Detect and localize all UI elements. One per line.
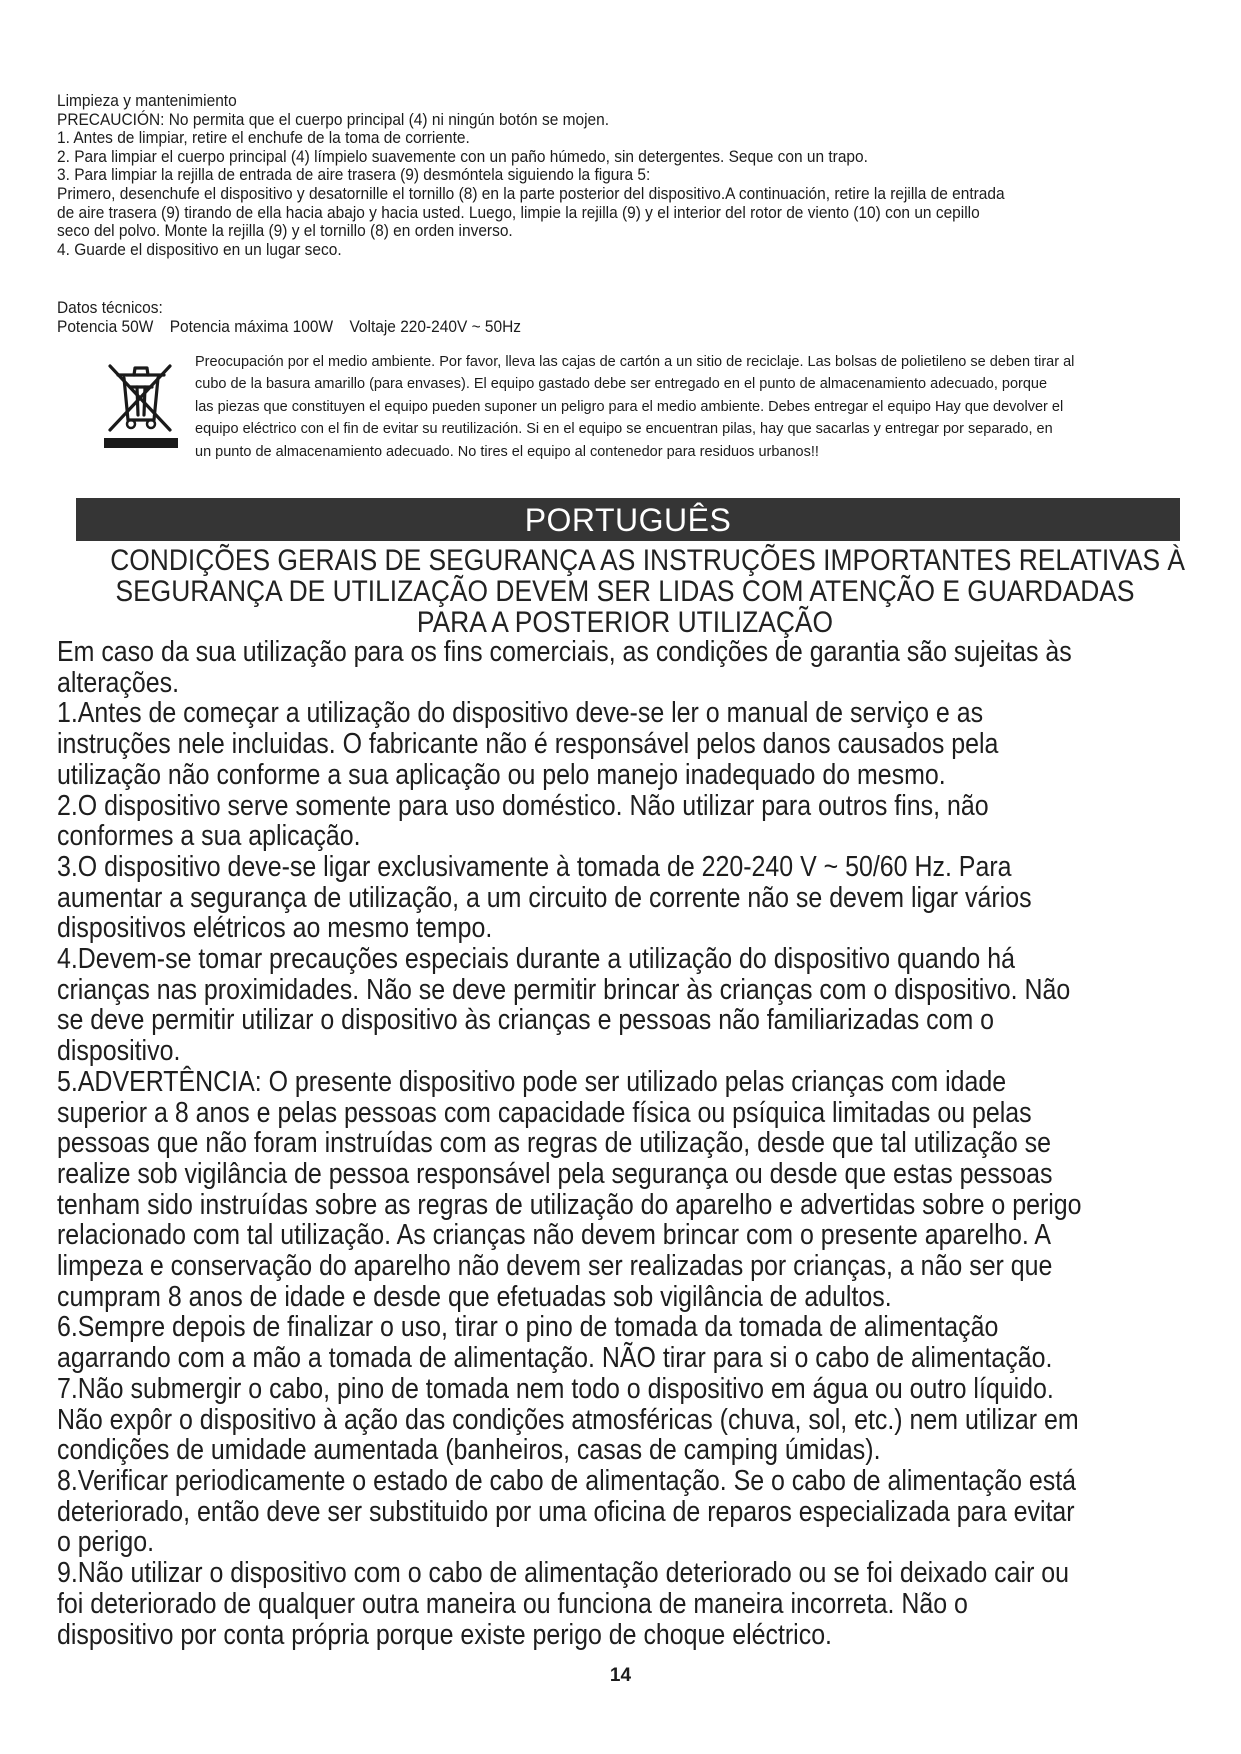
tech-data-values	[57, 317, 876, 336]
body-line: dispositivos elétricos ao mesmo tempo.	[57, 912, 493, 945]
body-line: agarrando com a mão a tomada de alimentação. NÃO tirar para si o cabo de alimentação.	[57, 1342, 1053, 1375]
cleaning-line: PRECAUCIÓN: No permita que el cuerpo principal (4) ni ningún botón se mojen.	[57, 109, 610, 129]
body-line: se deve permitir utilizar o dispositivo às crianças e pessoas não familiarizadas com o	[57, 1004, 995, 1037]
tech-data-title: Datos técnicos:	[57, 298, 163, 317]
cleaning-title: Limpieza y mantenimiento	[57, 91, 237, 110]
heading-line: SEGURANÇA DE UTILIZAÇÃO DEVEM SER LIDAS COM ATENÇÃO E GUARDADAS	[115, 575, 1135, 608]
body-line: deteriorado, então deve ser substituido por uma oficina de reparos especializada para evitar	[57, 1495, 1075, 1528]
spanish-cleaning-section	[57, 92, 1187, 259]
body-line: Não expôr o dispositivo à ação das condições atmosféricas (chuva, sol, etc.) nem utilizar em	[57, 1403, 1079, 1436]
body-line: instruções nele incluidas. O fabricante não é responsável pelos danos causados pela	[57, 728, 999, 761]
cleaning-line: 2. Para limpiar el cuerpo principal (4) límpielo suavemente con un paño húmedo, sin detergentes. Seque con un trapo.	[57, 146, 868, 166]
heading-line: CONDIÇÕES GERAIS DE SEGURANÇA AS INSTRUÇÕES IMPORTANTES RELATIVAS À	[110, 544, 1185, 577]
body-line: pessoas que não foram instruídas com as regras de utilização, desde que tal utilização se	[57, 1127, 1052, 1160]
body-line: tenham sido instruídas sobre as regras de utilização do aparelho e advertidas sobre o perigo	[57, 1188, 1082, 1221]
cleaning-line: 3. Para limpiar la rejilla de entrada de aire trasera (9) desmóntela siguiendo la figura 5:	[57, 165, 651, 185]
body-line: relacionado com tal utilização. As crianças não devem brincar com o presente aparelho. A	[57, 1219, 1051, 1252]
safety-instructions	[57, 637, 1207, 1650]
environment-line: un punto de almacenamiento adecuado. No tires el equipo al contenedor para residuos urbanos!!	[195, 443, 819, 460]
body-line: utilização não conforme a sua aplicação ou pelo manejo inadequado do mesmo.	[57, 758, 946, 791]
heading-line: PARA A POSTERIOR UTILIZAÇÃO	[416, 606, 834, 639]
body-line: crianças nas proximidades. Não se deve permitir brincar às crianças com o dispositivo. Não	[57, 973, 1071, 1006]
environment-line: equipo eléctrico con el fin de evitar su reutilización. Si en el equipo se encuentran pilas, hay que sacarlas y entregar por separado, en	[195, 421, 1053, 438]
body-line: dispositivo por conta própria porque existe perigo de choque eléctrico.	[57, 1618, 832, 1651]
body-line: 6.Sempre depois de finalizar o uso, tirar o pino de tomada da tomada de alimentação	[57, 1311, 999, 1344]
language-title: PORTUGUÊS	[524, 502, 732, 538]
body-line: 8.Verificar periodicamente o estado de cabo de alimentação. Se o cabo de alimentação está	[57, 1464, 1077, 1497]
body-line: superior a 8 anos e pelas pessoas com capacidade física ou psíquica limitadas ou pelas	[57, 1096, 1032, 1129]
page-number: 14	[609, 1665, 632, 1686]
body-line: o perigo.	[57, 1526, 155, 1559]
body-line: aumentar a segurança de utilização, a um circuito de corrente não se devem ligar vários	[57, 881, 1032, 914]
body-line: 1.Antes de começar a utilização do dispositivo deve-se ler o manual de serviço e as	[57, 697, 984, 730]
body-line: dispositivo.	[57, 1035, 181, 1068]
body-line: cumpram 8 anos de idade e desde que efetuadas sob vigilância de adultos.	[57, 1280, 892, 1313]
environment-line: Preocupación por el medio ambiente. Por favor, lleva las cajas de cartón a un sitio de reciclaje. Las bolsas de polietileno se deben tirar al	[195, 354, 1075, 370]
body-line: 3.O dispositivo deve-se ligar exclusivamente à tomada de 220-240 V ~ 50/60 Hz. Para	[57, 850, 1012, 883]
body-line: 4.Devem-se tomar precauções especiais durante a utilização do dispositivo quando há	[57, 943, 1015, 976]
body-line: alterações.	[57, 666, 179, 699]
body-line: Em caso da sua utilização para os fins comerciais, as condições de garantia são sujeitas às	[57, 636, 1072, 668]
weee-crossed-bin-icon	[104, 360, 178, 450]
voltage-value: Voltaje 220-240V ~ 50Hz	[349, 317, 522, 336]
environment-line: las piezas que constituyen el equipo pueden suponer un peligro para el medio ambiente. Debes entregar el equipo Hay que devolver el	[195, 398, 1064, 415]
language-section-bar	[76, 498, 1180, 541]
cleaning-line: de aire trasera (9) tirando de ella hacia abajo y hacia usted. Luego, limpie la rejilla (9) y el interior del rotor de viento (10) con un cepillo	[57, 202, 980, 222]
body-line: 2.O dispositivo serve somente para uso doméstico. Não utilizar para outros fins, não	[57, 789, 989, 822]
safety-heading	[40, 545, 1210, 638]
environment-notice	[195, 351, 1185, 463]
max-power-value: Potencia máxima 100W	[169, 317, 334, 336]
body-line: foi deteriorado de qualquer outra maneira ou funciona de maneira incorreta. Não o	[57, 1587, 968, 1620]
body-line: condições de umidade aumentada (banheiros, casas de camping úmidas).	[57, 1434, 881, 1467]
cleaning-line: seco del polvo. Monte la rejilla (9) y el tornillo (8) en orden inverso.	[57, 221, 513, 241]
body-line: limpeza e conservação do aparelho não devem ser realizadas por crianças, a não ser que	[57, 1250, 1053, 1283]
cleaning-line: 4. Guarde el dispositivo en un lugar seco.	[57, 239, 342, 259]
technical-data	[57, 298, 957, 336]
environment-line: cubo de la basura amarillo (para envases). El equipo gastado debe ser entregado en el punto de almacenamiento adecuado, porque	[195, 376, 1048, 393]
body-line: conformes a sua aplicação.	[57, 820, 361, 853]
body-line: 7.Não submergir o cabo, pino de tomada nem todo o dispositivo em água ou outro líquido.	[57, 1372, 1054, 1405]
body-line: 9.Não utilizar o dispositivo com o cabo de alimentação deteriorado ou se foi deixado cair ou	[57, 1557, 1070, 1590]
cleaning-line: Primero, desenchufe el dispositivo y desatornille el tornillo (8) en la parte posterior del dispositivo.A continuación, retire la rejilla de entrada	[57, 183, 1005, 203]
cleaning-line: 1. Antes de limpiar, retire el enchufe de la toma de corriente.	[57, 128, 470, 148]
body-line: realize sob vigilância de pessoa responsável pela segurança ou desde que estas pessoas	[57, 1157, 1053, 1190]
body-line: 5.ADVERTÊNCIA: O presente dispositivo pode ser utilizado pelas crianças com idade	[57, 1065, 1007, 1098]
power-value: Potencia 50W	[57, 317, 154, 336]
